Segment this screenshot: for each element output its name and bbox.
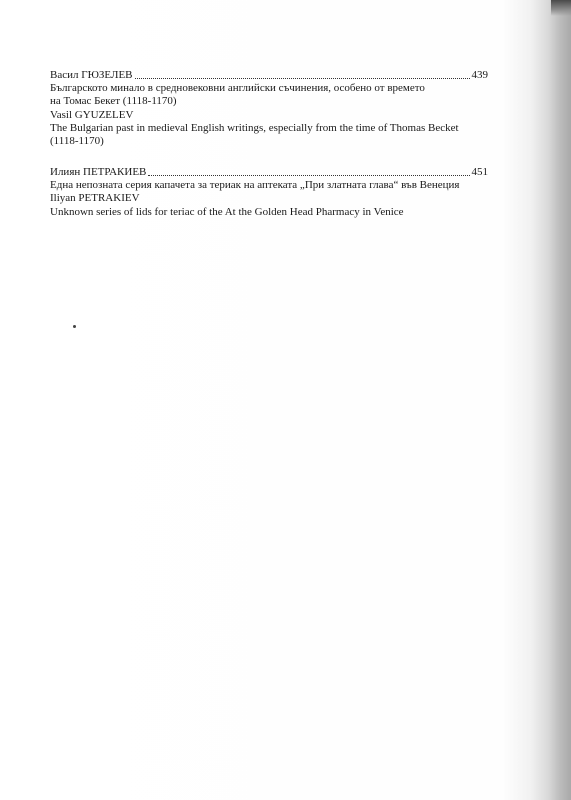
scan-speck [73, 325, 76, 328]
author-bg: Илиян ПЕТРАКИЕВ [50, 166, 147, 178]
page-number[interactable]: 439 [471, 69, 488, 81]
author-bg: Васил ГЮЗЕЛЕВ [50, 69, 133, 81]
author-en: Vasil GYUZELEV [50, 108, 134, 121]
toc-entry [50, 69, 488, 148]
title-en-line: (1118-1170) [50, 135, 104, 148]
dot-leader [135, 70, 470, 79]
title-bg-line: Една непозната серия капачета за териак на аптеката „При златната глава“ във Венеция [50, 179, 460, 192]
toc-entry [50, 166, 488, 219]
title-en-line: The Bulgarian past in medieval English writings, especially from the time of Thomas Becket [50, 121, 459, 134]
page-number[interactable]: 451 [471, 166, 488, 178]
title-bg-line: Българското минало в средновековни английски съчинения, особено от времето [50, 82, 425, 95]
author-en: Iliyan PETRAKIEV [50, 192, 140, 205]
scan-shadow-corner [551, 0, 571, 16]
dot-leader [148, 167, 469, 176]
title-bg-line: на Томас Бекет (1118-1170) [50, 95, 177, 108]
toc-leader-line [50, 166, 488, 179]
title-en-line: Unknown series of lids for teriac of the At the Golden Head Pharmacy in Venice [50, 205, 404, 218]
toc-leader-line [50, 69, 488, 82]
